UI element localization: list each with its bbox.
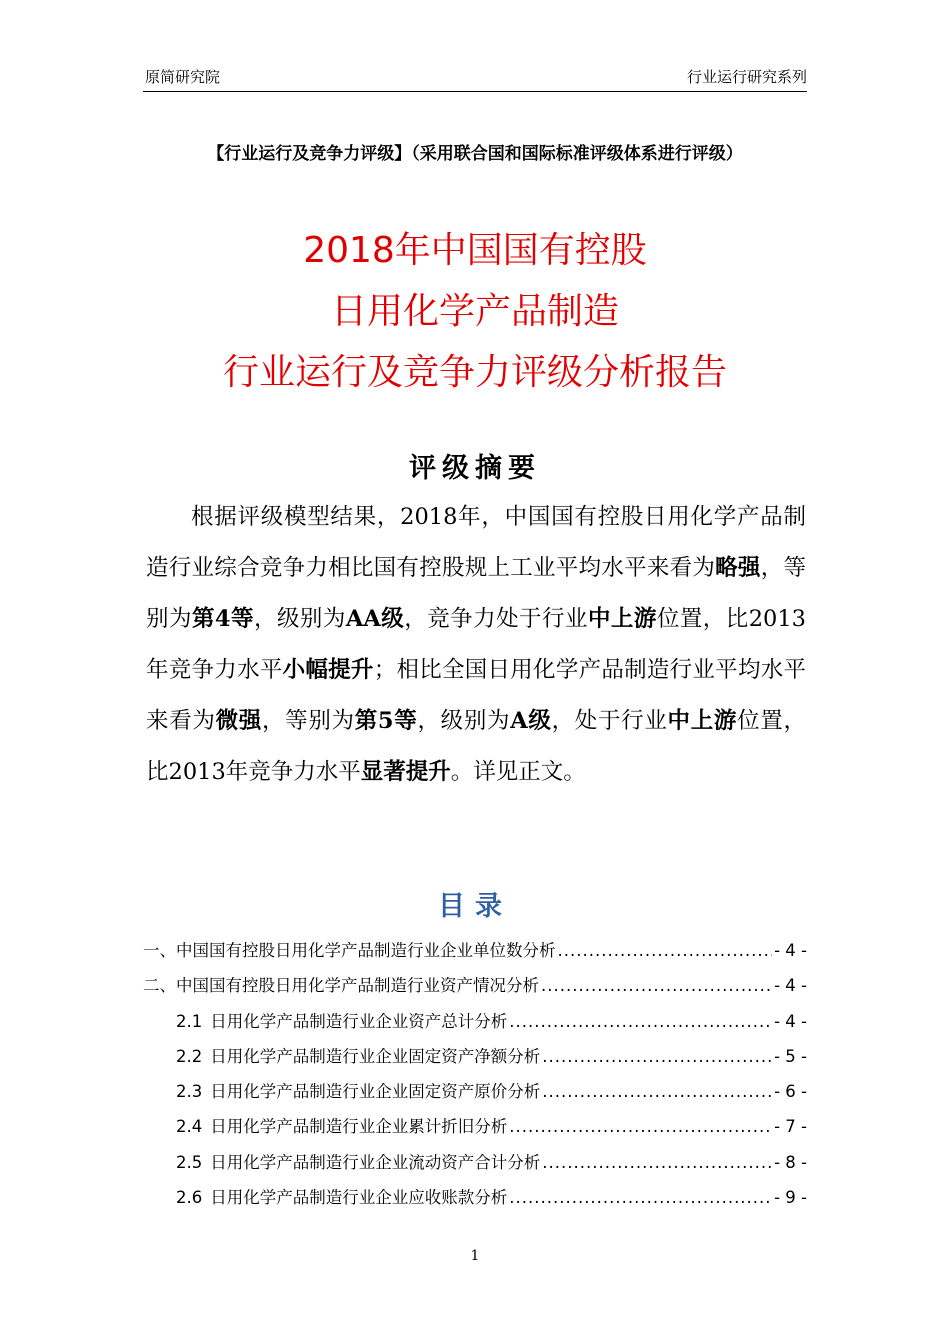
abstract-highlight: 小幅提升 <box>282 657 374 683</box>
abstract-text: 根据评级模型结果，2018年，中国国有控股日用化学产品制造行业综合竞争力相比国有控股规上工业平均水平来看为 <box>146 504 806 581</box>
toc-dot-leader <box>542 1153 772 1172</box>
toc-entry-page: - 4 - <box>774 976 807 996</box>
toc-dot-leader <box>558 941 773 960</box>
abstract-text: 。详见正文。 <box>450 759 586 785</box>
toc-entry-page: - 7 - <box>774 1117 807 1137</box>
rating-method-line: 【行业运行及竞争力评级】（采用联合国和国际标准评级体系进行评级） <box>207 144 743 164</box>
toc-entry[interactable] <box>143 1149 807 1184</box>
abstract-highlight: 第5等 <box>354 708 418 734</box>
abstract-text: ，级别为 <box>254 606 346 632</box>
toc-entry-number: 2.1 <box>176 1011 203 1031</box>
toc-dot-leader <box>542 1047 772 1066</box>
toc-entry-number: 2.3 <box>176 1082 203 1102</box>
toc-dot-leader <box>509 1188 772 1207</box>
toc-dot-leader <box>509 1012 772 1031</box>
header-divider <box>143 91 807 92</box>
abstract-text: ；相比全国日用化学产品制造行业平均水平来看为 <box>146 657 806 734</box>
abstract-highlight: A级 <box>510 708 552 734</box>
toc-entry-page: - 4 - <box>774 1011 807 1031</box>
abstract-text: 位置，比2013年竞争力水平 <box>146 708 806 785</box>
toc-entry-page: - 8 - <box>774 1152 807 1172</box>
abstract-text: ，处于行业 <box>551 708 668 734</box>
toc-entry[interactable] <box>143 1008 807 1043</box>
report-title-line-2: 日用化学产品制造 <box>330 291 619 332</box>
toc-entry-page: - 9 - <box>774 1188 807 1208</box>
abstract-highlight: 中上游 <box>587 606 657 632</box>
abstract-highlight: 第4等 <box>191 606 254 632</box>
toc-entry-label: 日用化学产品制造行业企业累计折旧分析 <box>210 1117 508 1137</box>
toc-entry[interactable] <box>143 937 807 972</box>
toc-entry-page: - 4 - <box>774 941 807 960</box>
toc-entry-number: 2.6 <box>176 1188 203 1208</box>
toc-entry-label: 日用化学产品制造行业企业资产总计分析 <box>210 1011 508 1031</box>
abstract-text: ，等别为 <box>146 555 806 632</box>
abstract-paragraph <box>146 492 806 798</box>
toc-entry[interactable] <box>143 972 807 1007</box>
header-org-name: 原简研究院 <box>145 68 221 86</box>
abstract-highlight: 微强 <box>215 708 262 734</box>
toc-entry-number: 2.5 <box>176 1152 203 1172</box>
abstract-text: 位置，比2013年竞争力水平 <box>146 606 806 683</box>
toc-entry-label: 日用化学产品制造行业企业固定资产原价分析 <box>210 1082 541 1102</box>
toc-entry-label: 一、中国国有控股日用化学产品制造行业企业单位数分析 <box>143 941 556 960</box>
report-title-line-3: 行业运行及竞争力评级分析报告 <box>222 352 727 393</box>
abstract-heading: 评级摘要 <box>409 453 541 484</box>
toc-entry-label: 日用化学产品制造行业企业固定资产净额分析 <box>210 1046 541 1066</box>
toc-entry-number: 2.4 <box>176 1117 203 1137</box>
toc-entry[interactable] <box>143 1184 807 1219</box>
table-of-contents <box>143 937 807 1219</box>
toc-entry-label: 二、中国国有控股日用化学产品制造行业资产情况分析 <box>143 976 539 996</box>
page-number: 1 <box>470 1248 480 1264</box>
abstract-highlight: 中上游 <box>667 708 738 734</box>
header-series-name: 行业运行研究系列 <box>686 68 807 86</box>
abstract-text: ，竞争力处于行业 <box>404 606 588 632</box>
toc-heading: 目录 <box>438 891 512 922</box>
toc-entry-page: - 6 - <box>774 1082 807 1102</box>
abstract-highlight: AA级 <box>345 606 405 632</box>
abstract-highlight: 略强 <box>715 555 761 581</box>
report-title-line-1: 2018年中国国有控股 <box>303 230 647 271</box>
abstract-text: ，等别为 <box>261 708 355 734</box>
toc-dot-leader <box>541 976 772 995</box>
toc-entry-label: 日用化学产品制造行业企业应收账款分析 <box>210 1188 508 1208</box>
toc-entry[interactable] <box>143 1113 807 1148</box>
toc-entry[interactable] <box>143 1078 807 1113</box>
toc-entry-page: - 5 - <box>774 1046 807 1066</box>
abstract-text: ，级别为 <box>417 708 511 734</box>
toc-entry-label: 日用化学产品制造行业企业流动资产合计分析 <box>210 1152 541 1172</box>
toc-dot-leader <box>509 1117 772 1136</box>
toc-entry-number: 2.2 <box>176 1046 203 1066</box>
toc-entry[interactable] <box>143 1043 807 1078</box>
toc-dot-leader <box>542 1082 772 1101</box>
abstract-highlight: 显著提升 <box>360 759 451 785</box>
